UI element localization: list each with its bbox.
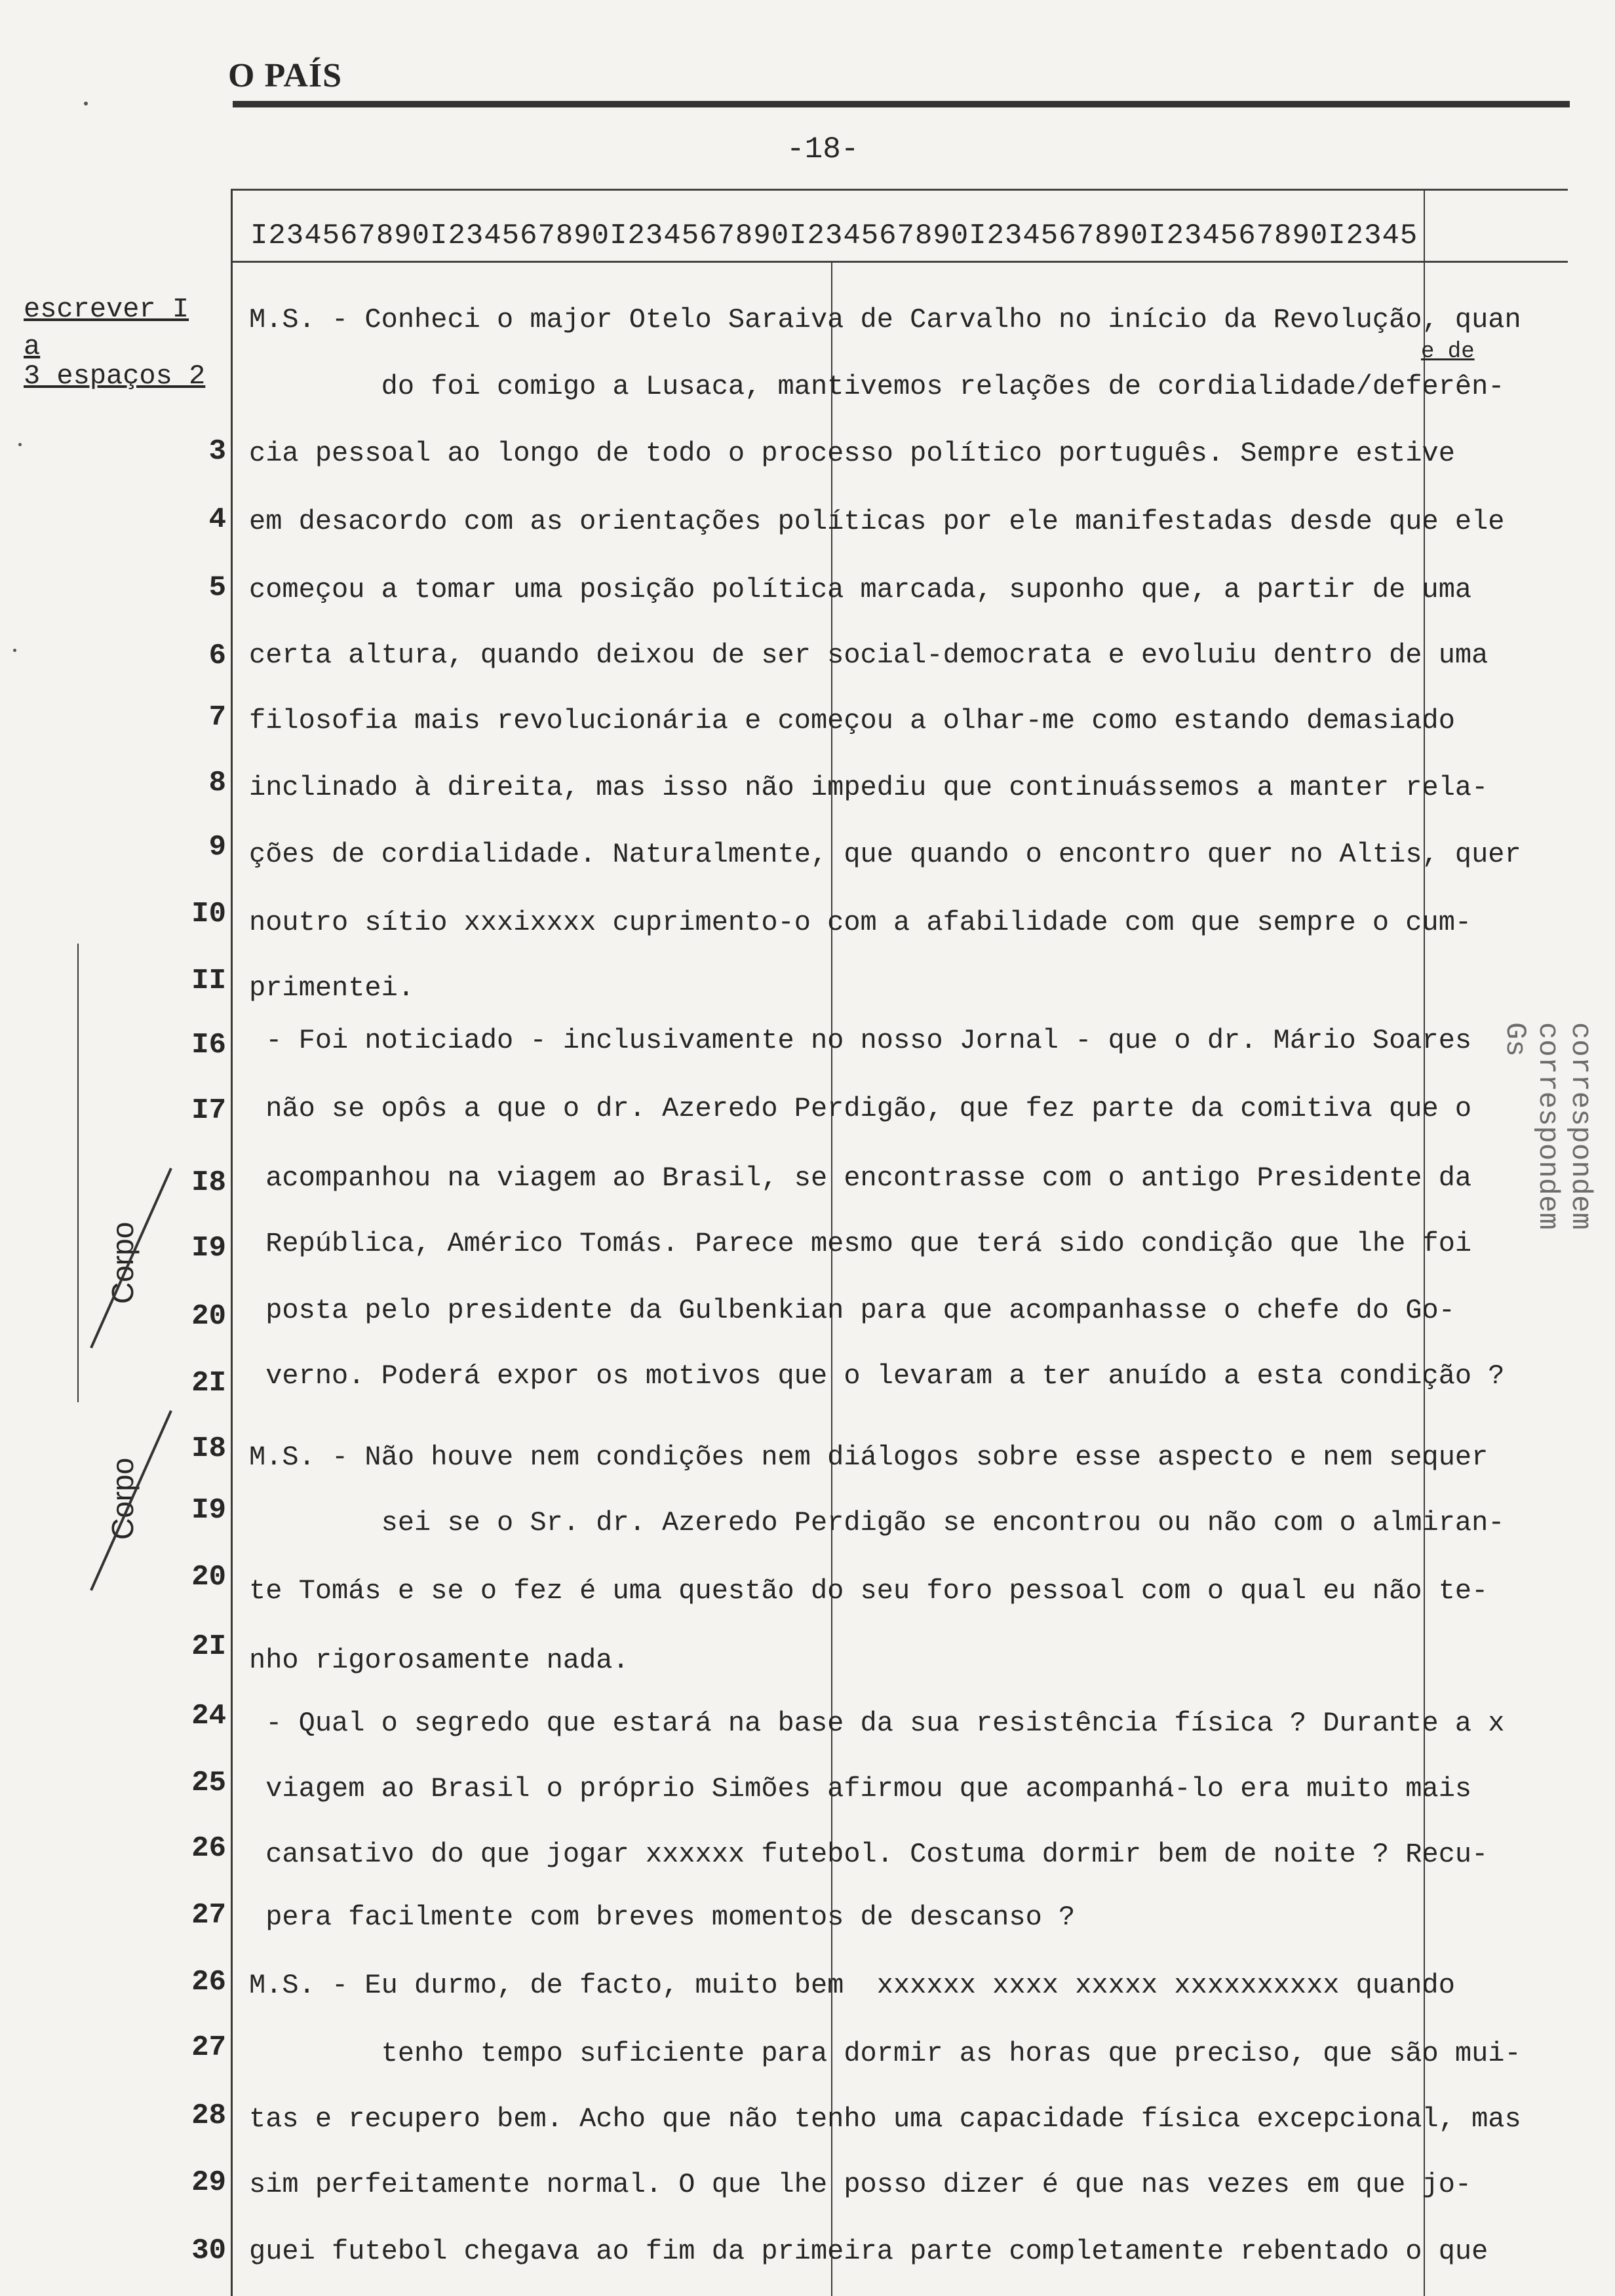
- line-number: II: [191, 965, 226, 997]
- handwritten-insertion: e de: [1421, 339, 1475, 364]
- line-number: 9: [208, 831, 226, 864]
- text-line: em desacordo com as orientações políticas por ele manifestadas desde que ele: [249, 506, 1505, 537]
- line-number: 7: [208, 701, 226, 734]
- line-number: 26: [191, 1832, 226, 1865]
- line-number: I9: [191, 1494, 226, 1527]
- text-line: certa altura, quando deixou de ser social-democrata e evoluiu dentro de uma: [249, 640, 1489, 671]
- text-line: guei futebol chegava ao fim da primeira parte completamente rebentado o que: [249, 2236, 1489, 2267]
- masthead-rule: [233, 101, 1570, 107]
- masthead: O PAÍS: [228, 57, 343, 94]
- line-number: 20: [191, 1561, 226, 1594]
- margin-note-line-1: escrever I: [24, 294, 189, 325]
- left-margin-line: [231, 190, 233, 2296]
- line-number: 20: [191, 1300, 226, 1333]
- line-number: 27: [191, 2031, 226, 2064]
- line-number: 25: [191, 1767, 226, 1799]
- ruler-bottom-line: [231, 261, 1568, 263]
- line-number: 6: [208, 640, 226, 672]
- line-number: I6: [191, 1029, 226, 1062]
- line-number: I7: [191, 1094, 226, 1127]
- text-line: posta pelo presidente da Gulbenkian para que acompanhasse o chefe do Go-: [249, 1295, 1455, 1326]
- text-line: M.S. - Conheci o major Otelo Saraiva de Carvalho no início da Revolução, quan: [249, 304, 1521, 335]
- text-line: nho rigorosamente nada.: [249, 1645, 629, 1676]
- page-number: -18-: [787, 132, 859, 166]
- column-ruler: I234567890I234567890I234567890I234567890I234567890I234567890I2345: [250, 220, 1418, 252]
- line-number: 4: [208, 503, 226, 536]
- margin-note-line-3: 3 espaços 2: [24, 360, 206, 392]
- text-line: - Qual o segredo que estará na base da sua resistência física ? Durante a x: [249, 1708, 1505, 1739]
- line-number: 2I: [191, 1630, 226, 1663]
- line-number: 27: [191, 1899, 226, 1932]
- line-number: 26: [191, 1966, 226, 1999]
- text-line: sei se o Sr. dr. Azeredo Perdigão se encontrou ou não com o almiran-: [249, 1507, 1505, 1539]
- text-line: primentei.: [249, 972, 415, 1004]
- text-line: te Tomás e se o fez é uma questão do seu foro pessoal com o qual eu não te-: [249, 1575, 1489, 1607]
- text-line: tenho tempo suficiente para dormir as horas que preciso, que são mui-: [249, 2038, 1521, 2069]
- text-line: filosofia mais revolucionária e começou a olhar-me como estando demasiado: [249, 705, 1455, 737]
- line-number: 3: [208, 435, 226, 468]
- text-line: - Foi noticiado - inclusivamente no nosso Jornal - que o dr. Mário Soares: [249, 1025, 1472, 1056]
- text-line: inclinado à direita, mas isso não impediu que continuássemos a manter rela-: [249, 772, 1489, 803]
- text-line: acompanhou na viagem ao Brasil, se encontrasse com o antigo Presidente da: [249, 1162, 1472, 1194]
- text-line: M.S. - Não houve nem condições nem diálogos sobre esse aspecto e nem sequer: [249, 1442, 1489, 1473]
- text-line: República, Américo Tomás. Parece mesmo que terá sido condição que lhe foi: [249, 1228, 1472, 1259]
- line-number: 8: [208, 767, 226, 799]
- text-line: noutro sítio xxxixxxx cuprimento-o com a afabilidade com que sempre o cum-: [249, 907, 1472, 938]
- line-number: I8: [191, 1432, 226, 1465]
- text-line: verno. Poderá expor os motivos que o levaram a ter anuído a esta condição ?: [249, 1360, 1505, 1392]
- line-number: 29: [191, 2166, 226, 2199]
- ruler-top-line: [231, 189, 1568, 191]
- text-line: cia pessoal ao longo de todo o processo político português. Sempre estive: [249, 438, 1455, 469]
- corpo-label-2: Corpo: [106, 1457, 140, 1540]
- text-line: sim perfeitamente normal. O que lhe posso dizer é que nas vezes em que jo-: [249, 2169, 1472, 2200]
- line-number: 30: [191, 2234, 226, 2267]
- text-line: tas e recupero bem. Acho que não tenho uma capacidade física excepcional, mas: [249, 2103, 1521, 2135]
- text-line: do foi comigo a Lusaca, mantivemos relações de cordialidade/deferên-: [249, 371, 1505, 402]
- text-line: cansativo do que jogar xxxxxx futebol. Costuma dormir bem de noite ? Recu-: [249, 1839, 1489, 1870]
- line-number: I0: [191, 898, 226, 930]
- line-number: 2I: [191, 1367, 226, 1400]
- line-number: I9: [191, 1232, 226, 1265]
- line-number: 5: [208, 571, 226, 604]
- line-number: 24: [191, 1700, 226, 1732]
- corpo-label-1: Corpo: [106, 1221, 140, 1304]
- stray-dot: [84, 102, 88, 105]
- text-line: começou a tomar uma posição política marcada, suponho que, a partir de uma: [249, 574, 1472, 605]
- line-number: 28: [191, 2099, 226, 2132]
- text-line: pera facilmente com breves momentos de descanso ?: [249, 1902, 1076, 1933]
- faint-side-note: correspondem correspondem Gs: [1498, 1022, 1597, 1230]
- text-line: ções de cordialidade. Naturalmente, que quando o encontro quer no Altis, quer: [249, 839, 1521, 870]
- line-number: I8: [191, 1166, 226, 1199]
- text-line: M.S. - Eu durmo, de facto, muito bem xxxxxx xxxx xxxxx xxxxxxxxxx quando: [249, 1970, 1455, 2001]
- text-line: não se opôs a que o dr. Azeredo Perdigão, que fez parte da comitiva que o: [249, 1093, 1472, 1124]
- margin-note-line-2: a: [24, 331, 41, 362]
- text-line: viagem ao Brasil o próprio Simões afirmou que acompanhá-lo era muito mais: [249, 1773, 1472, 1805]
